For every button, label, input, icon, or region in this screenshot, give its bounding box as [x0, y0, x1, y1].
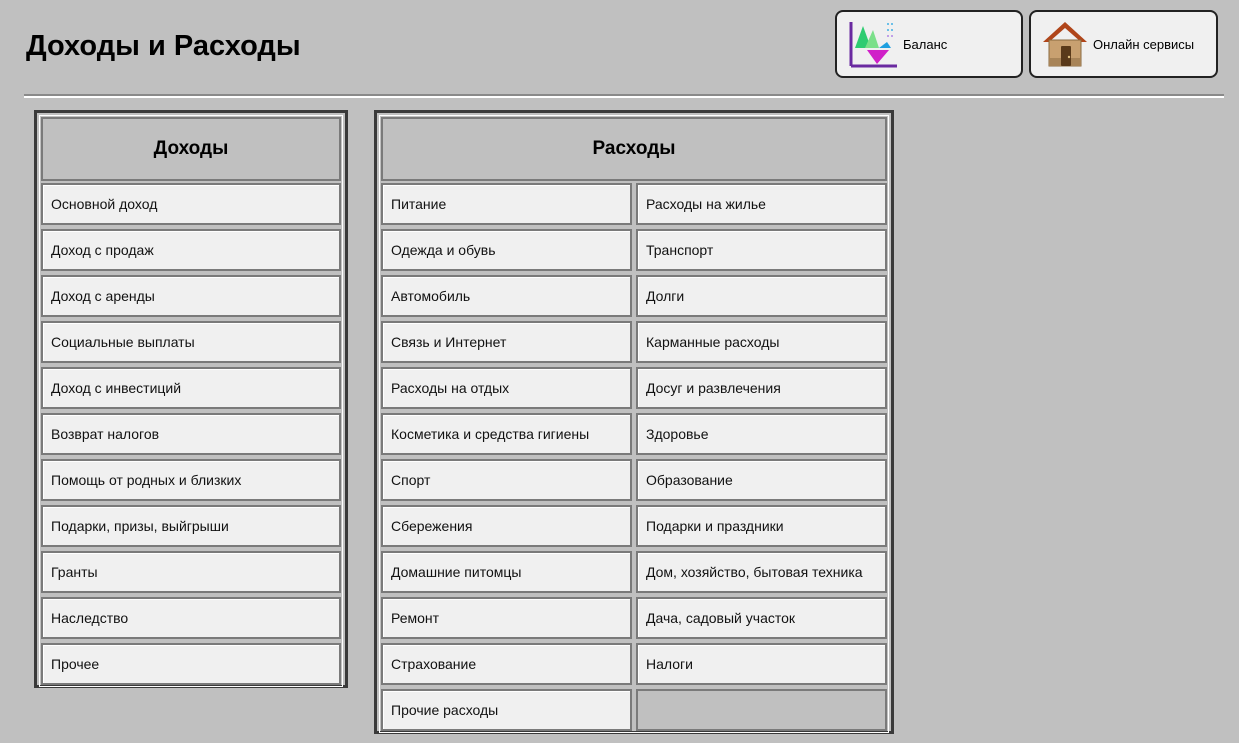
income-category-item[interactable]: Социальные выплаты — [41, 321, 341, 363]
expense-category-item[interactable]: Расходы на отдых — [381, 367, 632, 409]
expense-category-item[interactable]: Карманные расходы — [636, 321, 887, 363]
income-category-item[interactable]: Основной доход — [41, 183, 341, 225]
expense-category-item[interactable]: Здоровье — [636, 413, 887, 455]
expense-category-item[interactable]: Образование — [636, 459, 887, 501]
balance-chart-icon — [847, 18, 899, 70]
expense-category-item[interactable]: Питание — [381, 183, 632, 225]
expense-category-item[interactable]: Автомобиль — [381, 275, 632, 317]
income-category-item[interactable]: Доход с инвестиций — [41, 367, 341, 409]
expense-category-item[interactable]: Ремонт — [381, 597, 632, 639]
income-category-item[interactable]: Доход с продаж — [41, 229, 341, 271]
expense-category-item[interactable]: Транспорт — [636, 229, 887, 271]
income-category-item[interactable]: Подарки, призы, выйгрыши — [41, 505, 341, 547]
expense-category-item[interactable]: Подарки и праздники — [636, 505, 887, 547]
income-category-item[interactable]: Прочее — [41, 643, 341, 685]
expense-category-item[interactable]: Спорт — [381, 459, 632, 501]
expense-category-item[interactable]: Одежда и обувь — [381, 229, 632, 271]
expense-category-item[interactable]: Прочие расходы — [381, 689, 632, 731]
income-category-item[interactable]: Наследство — [41, 597, 341, 639]
expense-category-item[interactable]: Дом, хозяйство, бытовая техника — [636, 551, 887, 593]
page-title: Доходы и Расходы — [26, 30, 301, 62]
balance-button[interactable] — [835, 10, 1023, 78]
expense-category-item[interactable]: Домашние питомцы — [381, 551, 632, 593]
expense-category-item[interactable]: Сбережения — [381, 505, 632, 547]
income-category-item[interactable]: Гранты — [41, 551, 341, 593]
income-category-list — [40, 182, 342, 686]
income-category-item[interactable]: Возврат налогов — [41, 413, 341, 455]
expense-category-item[interactable]: Расходы на жилье — [636, 183, 887, 225]
expense-category-item[interactable]: Косметика и средства гигиены — [381, 413, 632, 455]
expense-category-item[interactable]: Дача, садовый участок — [636, 597, 887, 639]
online-services-button[interactable] — [1029, 10, 1218, 78]
income-panel — [34, 110, 348, 688]
empty-cell — [636, 689, 887, 731]
header-divider — [24, 94, 1224, 98]
expenses-panel — [374, 110, 894, 734]
expense-category-item[interactable]: Досуг и развлечения — [636, 367, 887, 409]
expense-category-item[interactable]: Страхование — [381, 643, 632, 685]
expense-category-item[interactable]: Долги — [636, 275, 887, 317]
expense-category-item[interactable]: Налоги — [636, 643, 887, 685]
expense-category-grid — [380, 182, 888, 732]
online-services-button-label: Онлайн сервисы — [1093, 36, 1195, 52]
income-category-item[interactable]: Помощь от родных и близких — [41, 459, 341, 501]
expenses-panel-title: Расходы — [381, 117, 887, 181]
house-icon — [1041, 18, 1089, 70]
income-category-item[interactable]: Доход с аренды — [41, 275, 341, 317]
balance-button-label: Баланс — [903, 36, 948, 52]
expense-category-item[interactable]: Связь и Интернет — [381, 321, 632, 363]
income-panel-title: Доходы — [41, 117, 341, 181]
